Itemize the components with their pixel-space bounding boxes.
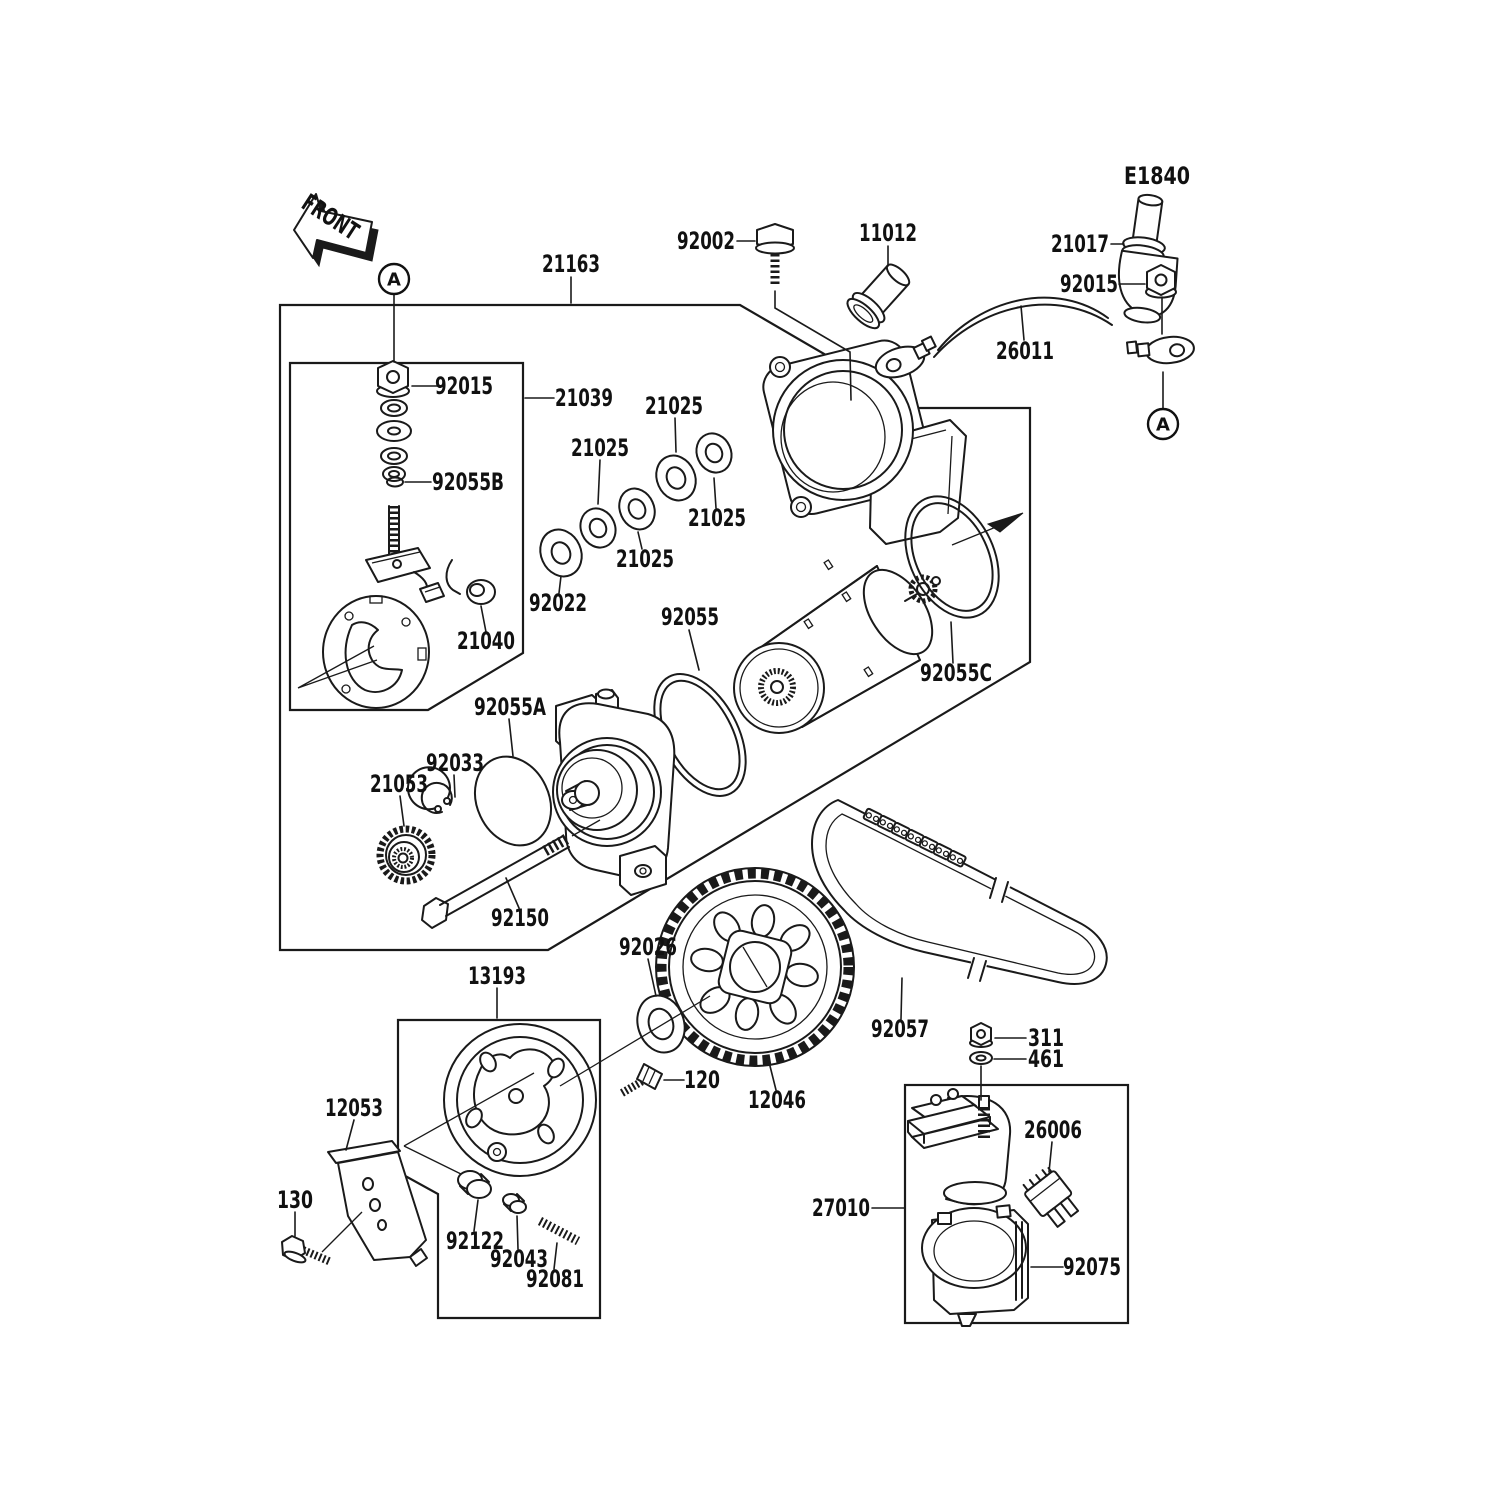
part-label-13193: 13193 [468,962,526,990]
part-label-92055a: 92055A [474,693,547,721]
nut-92015-left [377,361,409,397]
part-label-92026: 92026 [619,933,677,961]
part-label-27010: 27010 [812,1194,870,1222]
stack-washer-3 [381,448,407,464]
clutch-plate-13193 [404,1024,596,1176]
part-label-92122: 92122 [446,1227,504,1255]
part-label-21040: 21040 [457,627,515,655]
part-label-92055c: 92055C [920,659,992,687]
cable-lug-right [1127,335,1195,368]
part-label-12053: 12053 [325,1094,383,1122]
terminal-stud [366,506,430,582]
idler-gear-21053 [380,829,432,881]
part-label-461: 461 [1028,1045,1064,1073]
brush-lead-wire [414,572,444,602]
part-label-21039: 21039 [555,384,613,412]
pin-92043 [503,1194,526,1213]
part-label-92022: 92022 [529,589,587,617]
brush-21040 [446,560,495,604]
part-label-21163: 21163 [542,250,600,278]
part-label-26011: 26011 [996,337,1054,365]
part-label-26006: 26006 [1024,1116,1082,1144]
spring-92081 [540,1221,578,1241]
fuse-26006 [1020,1165,1083,1231]
part-label-92015-right: 92015 [1060,270,1118,298]
part-label-92075: 92075 [1063,1253,1121,1281]
washer-21025-4 [690,428,737,478]
detail-marker-top-left [379,264,409,294]
stack-washer-2 [377,421,411,441]
washer-21025-1 [574,503,621,553]
starter-motor-body [734,558,946,733]
part-label-92057: 92057 [871,1015,929,1043]
washer-461 [970,1052,992,1064]
stack-washer-1 [381,400,407,416]
bracket-12053 [328,1141,427,1266]
part-label-front: FRONT [296,188,389,262]
part-label-311: 311 [1028,1024,1064,1052]
part-label-21025-a: 21025 [645,392,703,420]
screw-120 [622,1064,662,1093]
brush-holder-plate [323,596,429,708]
gear-housing-cover [553,690,674,896]
svg-text:A: A [387,269,401,291]
terminal-stud-stack [298,361,495,708]
sprocket-12046 [656,868,854,1066]
terminal-boot-21017 [1112,192,1188,326]
part-label-92081: 92081 [526,1265,584,1293]
part-label-21053: 21053 [370,770,428,798]
part-label-92043: 92043 [490,1245,548,1273]
terminal-boot-11012 [843,257,917,333]
svg-text:A: A [1156,414,1170,436]
part-label-92055: 92055 [661,603,719,631]
part-label-11012: 11012 [859,219,917,247]
part-label-21025-d: 21025 [616,545,674,573]
part-label-12046: 12046 [748,1086,806,1114]
install-arrow [952,513,1023,545]
part-label-92033: 92033 [426,749,484,777]
part-label-92055b: 92055B [432,468,504,496]
part-label-92002: 92002 [677,227,735,255]
detail-marker-top-right [1148,409,1178,439]
washer-21025-2 [613,483,661,535]
part-label-92015-left: 92015 [435,372,493,400]
part-label-21025-c: 21025 [688,504,746,532]
nut-311 [970,1023,992,1047]
part-label-92150: 92150 [491,904,549,932]
part-label-130: 130 [277,1186,313,1214]
washer-21025-3 [649,449,702,506]
part-label-e1840: E1840 [1124,162,1190,190]
starter-relay [908,1089,1010,1204]
starter-chain-92057 [812,800,1107,984]
labels-layer [277,162,1190,1293]
bolt-92002 [756,224,794,287]
relay-holder-92075 [922,1205,1028,1326]
part-label-21017: 21017 [1051,230,1109,258]
part-label-21025-b: 21025 [571,434,629,462]
roller-92122 [458,1171,491,1198]
part-label-120: 120 [684,1066,720,1094]
nut-92015-right [1146,265,1176,298]
